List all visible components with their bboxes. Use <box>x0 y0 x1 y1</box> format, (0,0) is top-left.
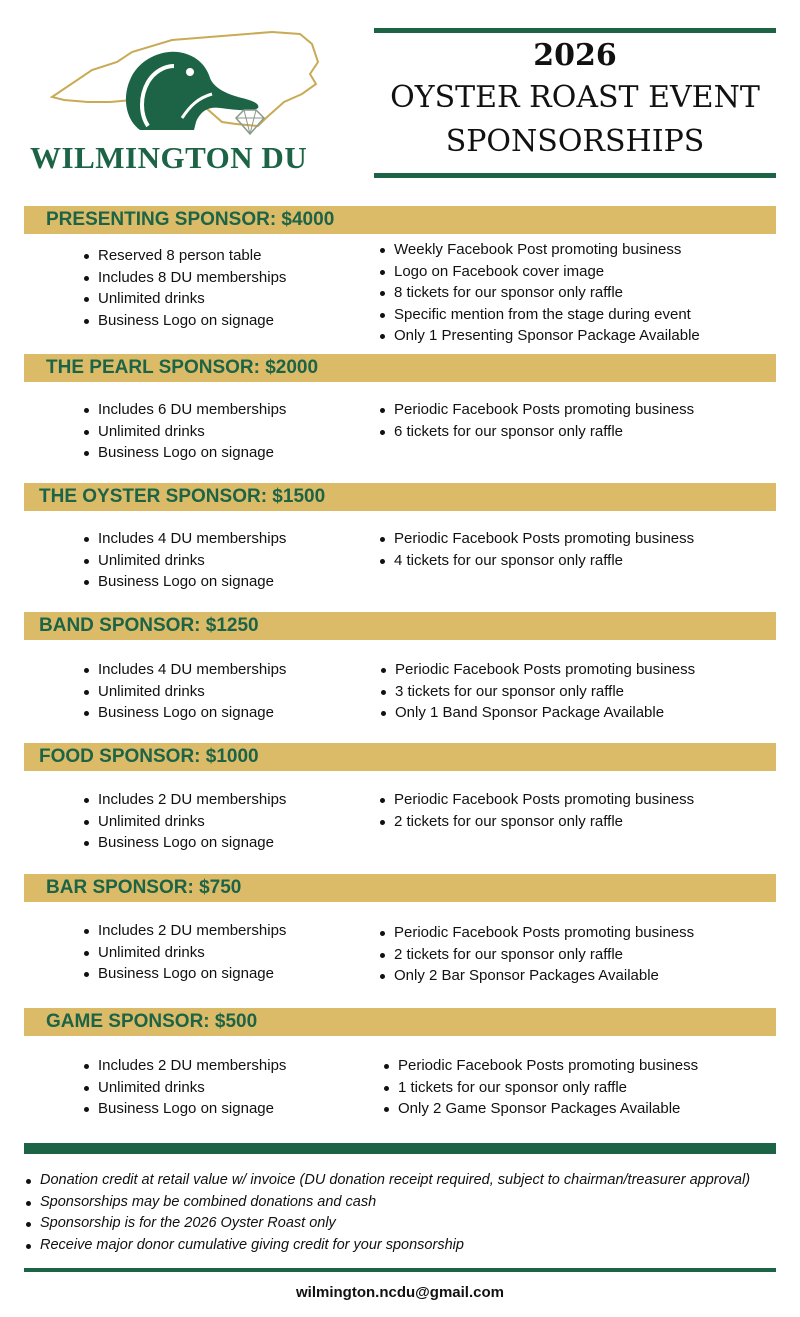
section-band <box>24 612 776 640</box>
title-line-event: OYSTER ROAST EVENT <box>390 80 760 115</box>
list-item: 3 tickets for our sponsor only raffle <box>379 681 695 703</box>
list-item: Only 1 Presenting Sponsor Package Available <box>378 325 700 347</box>
list-item: Unlimited drinks <box>82 421 286 443</box>
list-item: Business Logo on signage <box>82 832 286 854</box>
benefits-list-right <box>378 528 694 571</box>
benefits-list-right <box>379 659 695 724</box>
list-item: Business Logo on signage <box>82 442 286 464</box>
list-item: Periodic Facebook Posts promoting business <box>378 399 694 421</box>
list-item: Weekly Facebook Post promoting business <box>378 239 700 261</box>
list-item: Logo on Facebook cover image <box>378 261 700 283</box>
list-item: Unlimited drinks <box>82 681 286 703</box>
list-item: Periodic Facebook Posts promoting business <box>382 1055 698 1077</box>
list-item: 2 tickets for our sponsor only raffle <box>378 944 694 966</box>
list-item: Includes 2 DU memberships <box>82 920 286 942</box>
section-band <box>24 874 776 902</box>
section-band <box>24 483 776 511</box>
benefits-list-right <box>378 399 694 442</box>
benefits-list-right <box>378 239 700 347</box>
list-item: Only 1 Band Sponsor Package Available <box>379 702 695 724</box>
list-item: Periodic Facebook Posts promoting business <box>379 659 695 681</box>
list-item: Business Logo on signage <box>82 1098 286 1120</box>
list-item: Unlimited drinks <box>82 1077 286 1099</box>
section-title: BAR SPONSOR: $750 <box>46 877 242 898</box>
list-item: Business Logo on signage <box>82 571 286 593</box>
title-rule-bottom <box>374 173 776 178</box>
section-title: THE OYSTER SPONSOR: $1500 <box>39 486 326 507</box>
list-item: Includes 4 DU memberships <box>82 659 286 681</box>
note-item: Donation credit at retail value w/ invoice (DU donation receipt required, subject to chairman/treasurer approval) <box>24 1170 750 1192</box>
title-rule-top <box>374 28 776 33</box>
section-title: GAME SPONSOR: $500 <box>46 1011 258 1032</box>
list-item: Includes 8 DU memberships <box>82 267 286 289</box>
section-band <box>24 206 776 234</box>
benefits-list-right <box>378 789 694 832</box>
terms-notes-list <box>24 1170 750 1256</box>
list-item: Unlimited drinks <box>82 550 286 572</box>
section-title: PRESENTING SPONSOR: $4000 <box>46 209 335 230</box>
benefits-list-left <box>82 789 286 854</box>
title-block <box>374 28 776 178</box>
benefits-list-left <box>82 528 286 593</box>
list-item: Unlimited drinks <box>82 288 286 310</box>
list-item: 1 tickets for our sponsor only raffle <box>382 1077 698 1099</box>
list-item: Includes 6 DU memberships <box>82 399 286 421</box>
list-item: Only 2 Bar Sponsor Packages Available <box>378 965 694 987</box>
registered-mark: ® <box>182 122 188 131</box>
list-item: Includes 4 DU memberships <box>82 528 286 550</box>
section-band <box>24 743 776 771</box>
benefits-list-right <box>382 1055 698 1120</box>
section-title: FOOD SPONSOR: $1000 <box>39 746 259 767</box>
benefits-list-left <box>82 920 286 985</box>
logo-text: WILMINGTON DU <box>30 140 308 175</box>
title-line-sponsorships: SPONSORSHIPS <box>445 124 705 159</box>
list-item: Unlimited drinks <box>82 811 286 833</box>
list-item: Business Logo on signage <box>82 963 286 985</box>
list-item: 6 tickets for our sponsor only raffle <box>378 421 694 443</box>
benefits-list-left <box>82 1055 286 1120</box>
list-item: Specific mention from the stage during event <box>378 304 700 326</box>
list-item: Periodic Facebook Posts promoting business <box>378 789 694 811</box>
list-item: Business Logo on signage <box>82 702 286 724</box>
list-item: Includes 2 DU memberships <box>82 1055 286 1077</box>
wilmington-du-logo <box>22 22 342 182</box>
contact-email: wilmington.ncdu@gmail.com <box>296 1284 504 1301</box>
list-item: Reserved 8 person table <box>82 245 286 267</box>
section-band <box>24 354 776 382</box>
benefits-list-left <box>82 399 286 464</box>
benefits-list-left <box>82 659 286 724</box>
list-item: Business Logo on signage <box>82 310 286 332</box>
list-item: Only 2 Game Sponsor Packages Available <box>382 1098 698 1120</box>
list-item: 8 tickets for our sponsor only raffle <box>378 282 700 304</box>
footer-rule <box>24 1268 776 1272</box>
note-item: Sponsorships may be combined donations and cash <box>24 1192 750 1214</box>
title-year: 2026 <box>533 38 617 73</box>
section-band <box>24 1008 776 1036</box>
list-item: Unlimited drinks <box>82 942 286 964</box>
footer-divider-bar <box>24 1143 776 1154</box>
list-item: 2 tickets for our sponsor only raffle <box>378 811 694 833</box>
list-item: Includes 2 DU memberships <box>82 789 286 811</box>
note-item: Receive major donor cumulative giving credit for your sponsorship <box>24 1235 750 1257</box>
section-title: BAND SPONSOR: $1250 <box>39 615 259 636</box>
list-item: Periodic Facebook Posts promoting business <box>378 922 694 944</box>
note-item: Sponsorship is for the 2026 Oyster Roast only <box>24 1213 750 1235</box>
list-item: 4 tickets for our sponsor only raffle <box>378 550 694 572</box>
benefits-list-left <box>82 245 286 331</box>
list-item: Periodic Facebook Posts promoting business <box>378 528 694 550</box>
section-title: THE PEARL SPONSOR: $2000 <box>46 357 319 378</box>
benefits-list-right <box>378 922 694 987</box>
